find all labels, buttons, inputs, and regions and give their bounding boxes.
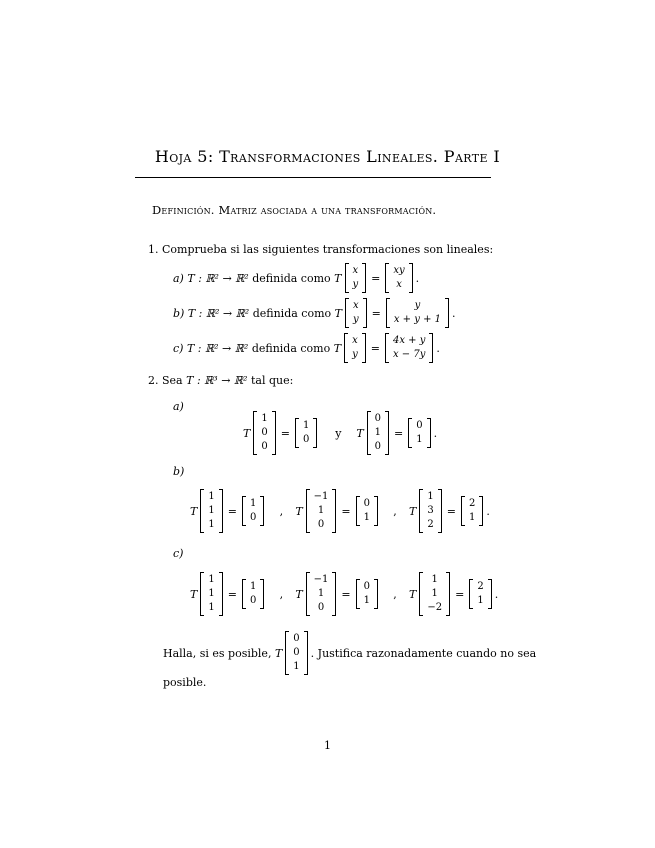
- vector-w2: 0 1: [356, 579, 378, 609]
- map-signature: T : ℝ³ → ℝ²: [186, 374, 248, 387]
- page-title: Hoja 5: Transformaciones Lineales. Parte I: [154, 147, 501, 166]
- exercise-1b: b) T : ℝ² → ℝ² definida como T x y = y x + y + 1 .: [173, 298, 455, 328]
- vector-v2: 0 1 0: [367, 411, 389, 455]
- vector-v3: 1 1 −2: [419, 572, 450, 616]
- exercise-1-text: Comprueba si las siguientes transformaciones son lineales:: [162, 243, 494, 256]
- intro-text: Sea: [162, 374, 183, 387]
- item-label: c): [173, 547, 184, 560]
- vector-w2: 0 1: [408, 418, 430, 448]
- exercise-1a: a) T : ℝ² → ℝ² definida como T x y = xy x .: [173, 263, 419, 293]
- item-label: a): [173, 271, 184, 285]
- vector-w2: 0 1: [356, 496, 378, 526]
- item-label: c): [173, 341, 184, 355]
- conjunction: y: [335, 426, 342, 440]
- final-text-end: . Justifica razonadamente cuando no sea: [310, 646, 537, 660]
- map-symbol: T: [334, 271, 342, 285]
- vector-v1: 1 1 1: [200, 572, 222, 616]
- final-text-last: posible.: [163, 676, 207, 689]
- exercise-2a-label: [173, 400, 184, 413]
- exercise-2a-equation: T 1 0 0 = 1 0 y T 0 1 0 = 0 1 .: [243, 411, 437, 455]
- definition-text: definida como: [252, 306, 332, 320]
- output-vector: xy x: [385, 263, 412, 293]
- exercise-2c-label: [173, 547, 183, 560]
- input-vector: x y: [345, 298, 367, 328]
- map-signature: T : ℝ² → ℝ²: [187, 306, 250, 320]
- map-symbol: T: [409, 587, 417, 601]
- final-text: Halla, si es posible,: [163, 646, 272, 660]
- map-symbol: T: [243, 426, 251, 440]
- vector-final: 0 0 1: [285, 631, 307, 675]
- separator: ,: [279, 504, 284, 518]
- definition-text: definida como: [251, 341, 331, 355]
- vector-v3: 1 3 2: [419, 489, 441, 533]
- exercise-2-intro: [148, 374, 293, 387]
- exercise-1-intro: [148, 243, 493, 256]
- input-vector: x y: [345, 263, 367, 293]
- intro-text-end: tal que:: [250, 374, 294, 387]
- exercise-2c-equation: T 1 1 1 = 1 0 , T −1 1 0 = 0 1 , T 1 1 −2 = 2 1 .: [190, 572, 498, 616]
- exercise-1c: c) T : ℝ² → ℝ² definida como T x y = 4x + y x − 7y .: [173, 333, 440, 363]
- map-symbol: T: [190, 504, 198, 518]
- item-label: b): [173, 465, 185, 478]
- map-symbol: T: [334, 306, 342, 320]
- item-label: b): [173, 306, 185, 320]
- vector-v2: −1 1 0: [306, 489, 337, 533]
- output-vector: 4x + y x − 7y: [385, 333, 433, 363]
- map-symbol: T: [274, 646, 283, 660]
- map-symbol: T: [409, 504, 417, 518]
- vector-v1: 1 1 1: [200, 489, 222, 533]
- separator: ,: [393, 587, 397, 601]
- separator: ,: [279, 587, 284, 601]
- vector-w1: 1 0: [242, 579, 264, 609]
- vector-v1: 1 0 0: [253, 411, 275, 455]
- separator: ,: [393, 504, 397, 518]
- exercise-1-number: 1.: [148, 243, 159, 256]
- title-rule: [135, 177, 491, 178]
- output-vector: y x + y + 1: [386, 298, 449, 328]
- input-vector: x y: [344, 333, 366, 363]
- map-symbol: T: [295, 587, 303, 601]
- vector-w1: 1 0: [295, 418, 317, 448]
- definition-text: definida como: [252, 271, 331, 285]
- exercise-2b-equation: T 1 1 1 = 1 0 , T −1 1 0 = 0 1 , T 1 3 2 = 2 1 .: [190, 489, 490, 533]
- vector-w3: 2 1: [461, 496, 483, 526]
- map-symbol: T: [295, 504, 303, 518]
- map-signature: T : ℝ² → ℝ²: [187, 271, 249, 285]
- page-number: 1: [324, 739, 331, 752]
- item-label: a): [173, 400, 184, 413]
- map-signature: T : ℝ² → ℝ²: [186, 341, 249, 355]
- vector-w1: 1 0: [242, 496, 264, 526]
- final-question: [163, 631, 536, 675]
- final-question-line2: [163, 676, 206, 689]
- exercise-2b-label: [173, 465, 184, 478]
- vector-w3: 2 1: [469, 579, 491, 609]
- vector-v2: −1 1 0: [306, 572, 337, 616]
- map-symbol: T: [333, 341, 342, 355]
- map-symbol: T: [190, 587, 198, 601]
- exercise-2-number: 2.: [148, 374, 159, 387]
- section-heading: Definición. Matriz asociada a una transformación.: [152, 203, 437, 217]
- map-symbol: T: [356, 426, 364, 440]
